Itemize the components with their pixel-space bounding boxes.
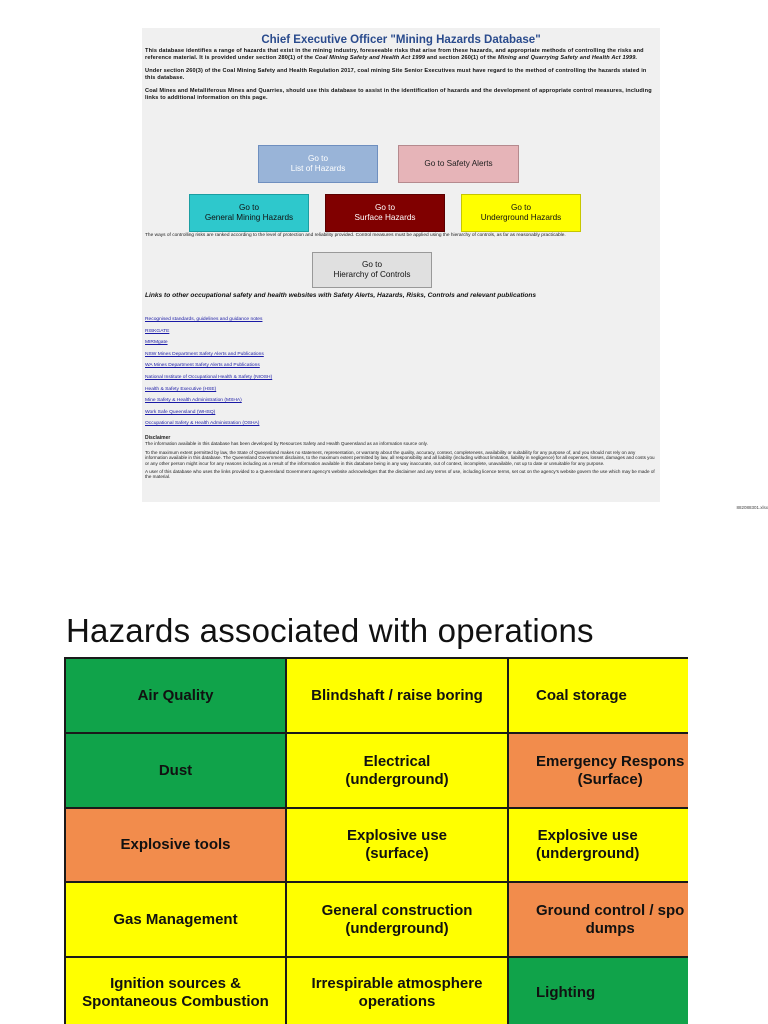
list-item bbox=[145, 400, 272, 415]
button-label: Go to bbox=[510, 203, 532, 212]
link-wa-mines[interactable]: WA Mines Department Safety Alerts and Publications bbox=[145, 363, 260, 369]
safety-alerts-button[interactable] bbox=[398, 145, 519, 183]
link-mirmgate[interactable]: MIRMgate bbox=[145, 340, 168, 346]
list-item bbox=[145, 353, 272, 369]
hazard-tile[interactable] bbox=[64, 657, 287, 734]
list-item bbox=[145, 307, 272, 322]
link-riskgate[interactable]: RISKGATE bbox=[145, 328, 170, 334]
disclaimer bbox=[145, 436, 657, 483]
links-heading: Links to other occupational safety and health websites with Safety Alerts, Hazards, Risks, Controls and relevant publications bbox=[145, 292, 537, 299]
hazard-tile[interactable] bbox=[285, 657, 509, 734]
hazard-label: Ground control / spo dumps bbox=[536, 901, 685, 937]
link-hse[interactable]: Health & Safety Executive (HSE) bbox=[145, 386, 217, 392]
act-name-quarrying: Mining and Quarrying Safety and Health Act 1999. bbox=[497, 55, 638, 62]
external-links-list bbox=[145, 307, 273, 427]
file-name-label: 882088301.xlsx bbox=[736, 505, 768, 510]
hazard-tile[interactable] bbox=[285, 732, 509, 809]
hazard-label: Emergency Respons (Surface) bbox=[536, 752, 685, 788]
button-label: Surface Hazards bbox=[354, 213, 416, 222]
button-label: Underground Hazards bbox=[480, 213, 562, 222]
button-label: List of Hazards bbox=[290, 164, 346, 173]
hazard-tile[interactable] bbox=[64, 956, 287, 1024]
list-item bbox=[145, 411, 272, 427]
hazard-tile[interactable] bbox=[64, 881, 287, 958]
link-standards[interactable]: Recognised standards, guidelines and guidance notes bbox=[145, 317, 263, 322]
button-label: General Mining Hazards bbox=[204, 213, 294, 222]
hazard-tile[interactable] bbox=[285, 807, 509, 883]
hazard-label: Gas Management bbox=[113, 910, 238, 928]
hazard-label: Ignition sources & Spontaneous Combustion bbox=[82, 975, 269, 1010]
general-mining-hazards-button[interactable] bbox=[189, 194, 309, 232]
hazard-tile[interactable] bbox=[507, 881, 688, 958]
disclaimer-text: The information available in this database has been developed by Resources Safety and Health Queensland as an information source only. bbox=[145, 441, 428, 447]
disclaimer-heading: Disclaimer bbox=[145, 435, 171, 441]
hazards-grid bbox=[64, 657, 688, 1024]
act-name-coal: Coal Mining Safety and Health Act 1999 bbox=[314, 55, 426, 62]
hazard-label: Electrical (underground) bbox=[345, 752, 449, 788]
hazard-tile[interactable] bbox=[64, 807, 287, 883]
button-label: Go to bbox=[374, 203, 395, 212]
usage-paragraph: Coal Mines and Metalliferous Mines and Quarries, should use this database to assist in the identification of hazards and the development of appropriate control measures, including links to additional information on this page. bbox=[145, 87, 652, 102]
list-item bbox=[145, 342, 272, 357]
hazard-label: Irrespirable atmosphere operations bbox=[311, 975, 483, 1010]
hazard-label: General construction (underground) bbox=[321, 901, 473, 937]
hierarchy-note: The ways of controlling risks are ranked according to the level of protection and reliability provided. Control measures must be applied using the hierarchy of controls, as far as reasonably practicable. bbox=[145, 233, 566, 238]
list-item bbox=[145, 388, 272, 404]
list-of-hazards-button[interactable] bbox=[258, 145, 378, 183]
hazard-tile[interactable] bbox=[507, 807, 688, 883]
hazards-heading: Hazards associated with operations bbox=[66, 612, 594, 649]
link-nsw-mines[interactable]: NSW Mines Department Safety Alerts and Publications bbox=[145, 351, 264, 357]
button-label: Go to bbox=[307, 154, 328, 163]
hazard-label: Explosive use (underground) bbox=[536, 827, 640, 862]
button-label: Hierarchy of Controls bbox=[333, 270, 411, 279]
link-whsq[interactable]: Work Safe Queensland (WHSQ) bbox=[145, 409, 216, 415]
intro-text-b: and section 260(1) of the bbox=[425, 55, 498, 62]
hazard-label: Blindshaft / raise boring bbox=[311, 686, 483, 704]
hazard-label: Lighting bbox=[536, 984, 596, 1001]
link-osha[interactable]: Occupational Safety & Health Administration (OSHA) bbox=[145, 421, 260, 427]
hazard-label: Dust bbox=[158, 761, 193, 779]
intro-paragraph bbox=[145, 48, 657, 63]
link-niosh[interactable]: National Institute of Occupational Health & Safety (NIOSH) bbox=[145, 374, 273, 380]
surface-hazards-button[interactable] bbox=[325, 194, 445, 232]
hazard-label: Coal storage bbox=[536, 686, 627, 704]
list-item bbox=[145, 330, 272, 346]
regulation-paragraph: Under section 260(3) of the Coal Mining Safety and Health Regulation 2017, coal mining Site Senior Executives must have regard to the method of controlling the hazards stated in this database. bbox=[145, 67, 647, 82]
button-label: Go to bbox=[361, 260, 383, 269]
page-title: Chief Executive Officer "Mining Hazards Database" bbox=[261, 34, 541, 46]
hazard-tile[interactable] bbox=[507, 732, 688, 809]
disclaimer-text: To the maximum extent permitted by law, the State of Queensland makes no statement, representation, or warranty about the quality, accuracy, context, completeness, availability or suitability for any purpose of, and you should not rely on any information available in this database. The Queensland Government disclaims, to the maximum extent permitted by law, all responsibility and all liability (including without limitation, liability in negligence) for all expenses, losses, damages and costs you or any other person might incur for any reasons including as a result of the information available in this database being in any way inaccurate, out of context, incomplete, unavailable, not up to date or unsuitable for any purpose. bbox=[145, 449, 655, 466]
hazard-tile[interactable] bbox=[507, 657, 688, 734]
button-label: Go to Safety Alerts bbox=[424, 159, 493, 168]
hazard-tile[interactable] bbox=[285, 881, 509, 958]
button-label: Go to bbox=[238, 203, 259, 212]
intro-text-a: This database identifies a range of hazards that exist in the mining industry, foreseeable risks that arise from these hazards, and appropriate methods of controlling the risks and reference material. It is provided under section 280(1) of the bbox=[145, 48, 644, 62]
list-item bbox=[145, 365, 273, 380]
hazard-label: Explosive use (surface) bbox=[346, 827, 448, 862]
hazard-tile[interactable] bbox=[507, 956, 688, 1024]
hazard-label: Air Quality bbox=[137, 686, 214, 704]
hazard-tile[interactable] bbox=[285, 956, 509, 1024]
hazard-tile[interactable] bbox=[64, 732, 287, 809]
disclaimer-text: A user of this database who uses the links provided to a Queensland Government agency's website acknowledges that the disclaimer and any terms of use, including licence terms, set out on the agency's website govern the use which may be made of the material. bbox=[145, 469, 655, 480]
underground-hazards-button[interactable] bbox=[461, 194, 581, 232]
link-msha[interactable]: Mine Safety & Health Administration (MSHA) bbox=[145, 398, 242, 404]
hierarchy-of-controls-button[interactable] bbox=[312, 252, 432, 288]
hazard-label: Explosive tools bbox=[120, 836, 231, 853]
database-panel bbox=[142, 28, 660, 502]
